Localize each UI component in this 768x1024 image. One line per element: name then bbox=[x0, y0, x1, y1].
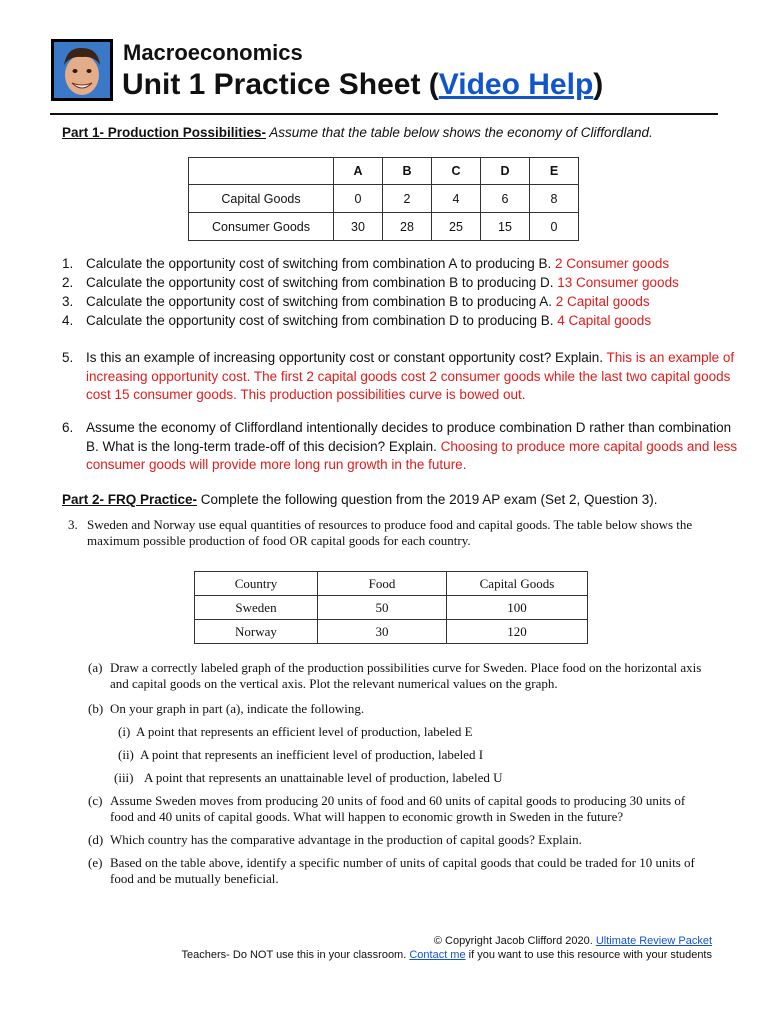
part2-label: Part 2- FRQ Practice- bbox=[62, 492, 198, 507]
video-help-link[interactable]: Video Help bbox=[438, 68, 594, 101]
question-text: Assume the economy of Cliffordland intentionally decides to produce combination D rather than combination B. What is the long-term trade-off of this decision? Explain. bbox=[86, 420, 732, 454]
frq-part-label: (i) bbox=[118, 724, 131, 739]
table-header-cell: C bbox=[432, 158, 481, 185]
question-text: Calculate the opportunity cost of switching from combination B to producing D. bbox=[86, 275, 554, 290]
frq-part-label: (c) bbox=[88, 793, 103, 808]
table-header-cell bbox=[189, 158, 334, 185]
table-header-cell: D bbox=[481, 158, 530, 185]
answer-text: 4 Capital goods bbox=[553, 313, 652, 328]
table-cell: 15 bbox=[481, 213, 530, 241]
table-cell: Capital Goods bbox=[189, 185, 334, 213]
table-cell: 0 bbox=[530, 213, 579, 241]
frq-part-text: A point that represents an inefficient level of production, labeled I bbox=[140, 747, 484, 762]
frq-part-label: (iii) bbox=[114, 770, 134, 785]
table-row bbox=[189, 213, 579, 241]
frq-part-text: On your graph in part (a), indicate the following. bbox=[110, 701, 365, 716]
frq-part-c bbox=[88, 793, 708, 825]
question-5 bbox=[62, 349, 752, 405]
frq-part-label: (b) bbox=[88, 701, 104, 716]
contact-me-link[interactable]: Contact me bbox=[409, 949, 466, 961]
country-table bbox=[194, 571, 588, 644]
table-header-row bbox=[195, 572, 588, 596]
table-cell: 0 bbox=[334, 185, 383, 213]
table-cell: 50 bbox=[318, 596, 447, 620]
question-number: 5. bbox=[62, 350, 74, 365]
page-title bbox=[122, 68, 603, 102]
question-number: 6. bbox=[62, 420, 74, 435]
part1-label: Part 1- Production Possibilities- bbox=[62, 125, 267, 140]
teachers-note-suffix: if you want to use this resource with your students bbox=[465, 949, 712, 961]
question-text: Calculate the opportunity cost of switching from combination B to producing A. bbox=[86, 294, 553, 309]
frq-question-text: Sweden and Norway use equal quantities of resources to produce food and capital goods. The table below shows the maximum possible production of food OR capital goods for each country. bbox=[87, 517, 693, 548]
frq-part-text: A point that represents an efficient level of production, labeled E bbox=[136, 724, 473, 739]
ultimate-review-packet-link[interactable]: Ultimate Review Packet bbox=[595, 935, 712, 947]
question-number: 2. bbox=[62, 275, 74, 290]
table-cell: Consumer Goods bbox=[189, 213, 334, 241]
part1-heading bbox=[62, 125, 653, 140]
part2-intro: Complete the following question from the 2019 AP exam (Set 2, Question 3). bbox=[197, 492, 658, 507]
question-text: Calculate the opportunity cost of switching from combination A to producing B. bbox=[86, 256, 552, 271]
question-4 bbox=[62, 312, 752, 331]
question-1 bbox=[62, 255, 752, 274]
question-text: Calculate the opportunity cost of switching from combination D to producing B. bbox=[86, 313, 554, 328]
table-header-cell: Country bbox=[195, 572, 318, 596]
part2-heading bbox=[62, 492, 658, 507]
question-2 bbox=[62, 274, 752, 293]
answer-text: Choosing to produce more capital goods and less consumer goods will provide more long run growth in the future. bbox=[86, 438, 738, 472]
footer-teachers-note bbox=[182, 949, 712, 961]
table-cell: 30 bbox=[318, 620, 447, 644]
footer-copyright bbox=[434, 935, 712, 947]
frq-part-text: Draw a correctly labeled graph of the production possibilities curve for Sweden. Place food on the horizontal axis and capital goods on the vertical axis. Plot the relevant numerical values on the graph. bbox=[110, 660, 702, 691]
table-cell: 8 bbox=[530, 185, 579, 213]
frq-part-b-iii bbox=[114, 770, 708, 786]
part1-intro: Assume that the table below shows the economy of Cliffordland. bbox=[266, 125, 653, 140]
frq-part-b bbox=[88, 701, 708, 717]
table-cell: 2 bbox=[383, 185, 432, 213]
frq-part-text: Assume Sweden moves from producing 20 units of food and 60 units of capital goods to producing 30 units of food and 40 units of capital goods. What will happen to economic growth in Sweden in the future? bbox=[110, 793, 686, 824]
presenter-photo-icon bbox=[51, 39, 113, 101]
question-number: 1. bbox=[62, 256, 74, 271]
question-6 bbox=[62, 419, 752, 475]
teachers-note-text: Teachers- Do NOT use this in your classroom. bbox=[181, 949, 407, 961]
table-cell: 100 bbox=[447, 596, 588, 620]
answer-text: This is an example of increasing opportunity cost. The first 2 capital goods cost 2 consumer goods while the last two capital goods cost 15 consumer goods. This production possibilities curve is bowed out. bbox=[86, 350, 735, 402]
table-cell: Norway bbox=[195, 620, 318, 644]
frq-part-text: A point that represents an unattainable level of production, labeled U bbox=[144, 770, 503, 785]
frq-part-b-i bbox=[118, 724, 708, 740]
subject-heading: Macroeconomics bbox=[123, 40, 303, 65]
table-header-cell: E bbox=[530, 158, 579, 185]
frq-part-label: (d) bbox=[88, 832, 104, 847]
frq-part-label: (ii) bbox=[118, 747, 134, 762]
title-text: Unit 1 Practice Sheet ( bbox=[122, 68, 439, 101]
question-number: 4. bbox=[62, 313, 74, 328]
frq-question-number: 3. bbox=[68, 517, 78, 532]
table-cell: 120 bbox=[447, 620, 588, 644]
table-row bbox=[195, 620, 588, 644]
header-divider bbox=[50, 113, 718, 115]
frq-part-text: Based on the table above, identify a specific number of units of capital goods that could be traded for 10 units of food and be mutually beneficial. bbox=[110, 855, 695, 886]
frq-part-label: (a) bbox=[88, 660, 103, 675]
table-row bbox=[195, 596, 588, 620]
table-header-cell: B bbox=[383, 158, 432, 185]
frq-part-b-ii bbox=[118, 747, 708, 763]
table-cell: 4 bbox=[432, 185, 481, 213]
frq-part-d bbox=[88, 832, 708, 848]
question-text: Is this an example of increasing opportunity cost or constant opportunity cost? Explain. bbox=[86, 350, 604, 365]
title-close-paren: ) bbox=[593, 68, 604, 101]
frq-part-label: (e) bbox=[88, 855, 103, 870]
table-cell: 28 bbox=[383, 213, 432, 241]
table-header-row bbox=[189, 158, 579, 185]
answer-text: 2 Consumer goods bbox=[551, 256, 670, 271]
table-row bbox=[189, 185, 579, 213]
frq-part-a bbox=[88, 660, 708, 692]
answer-text: 2 Capital goods bbox=[552, 294, 650, 309]
question-number: 3. bbox=[62, 294, 74, 309]
frq-question-3 bbox=[68, 517, 708, 549]
table-cell: 30 bbox=[334, 213, 383, 241]
table-header-cell: Food bbox=[318, 572, 447, 596]
frq-part-e bbox=[88, 855, 708, 887]
question-3 bbox=[62, 293, 752, 312]
answer-text: 13 Consumer goods bbox=[553, 275, 679, 290]
table-cell: 25 bbox=[432, 213, 481, 241]
table-header-cell: Capital Goods bbox=[447, 572, 588, 596]
frq-part-text: Which country has the comparative advantage in the production of capital goods? Explain. bbox=[110, 832, 582, 847]
table-cell: 6 bbox=[481, 185, 530, 213]
table-cell: Sweden bbox=[195, 596, 318, 620]
copyright-text: © Copyright Jacob Clifford 2020. bbox=[433, 935, 593, 947]
table-header-cell: A bbox=[334, 158, 383, 185]
ppc-table bbox=[188, 157, 579, 241]
